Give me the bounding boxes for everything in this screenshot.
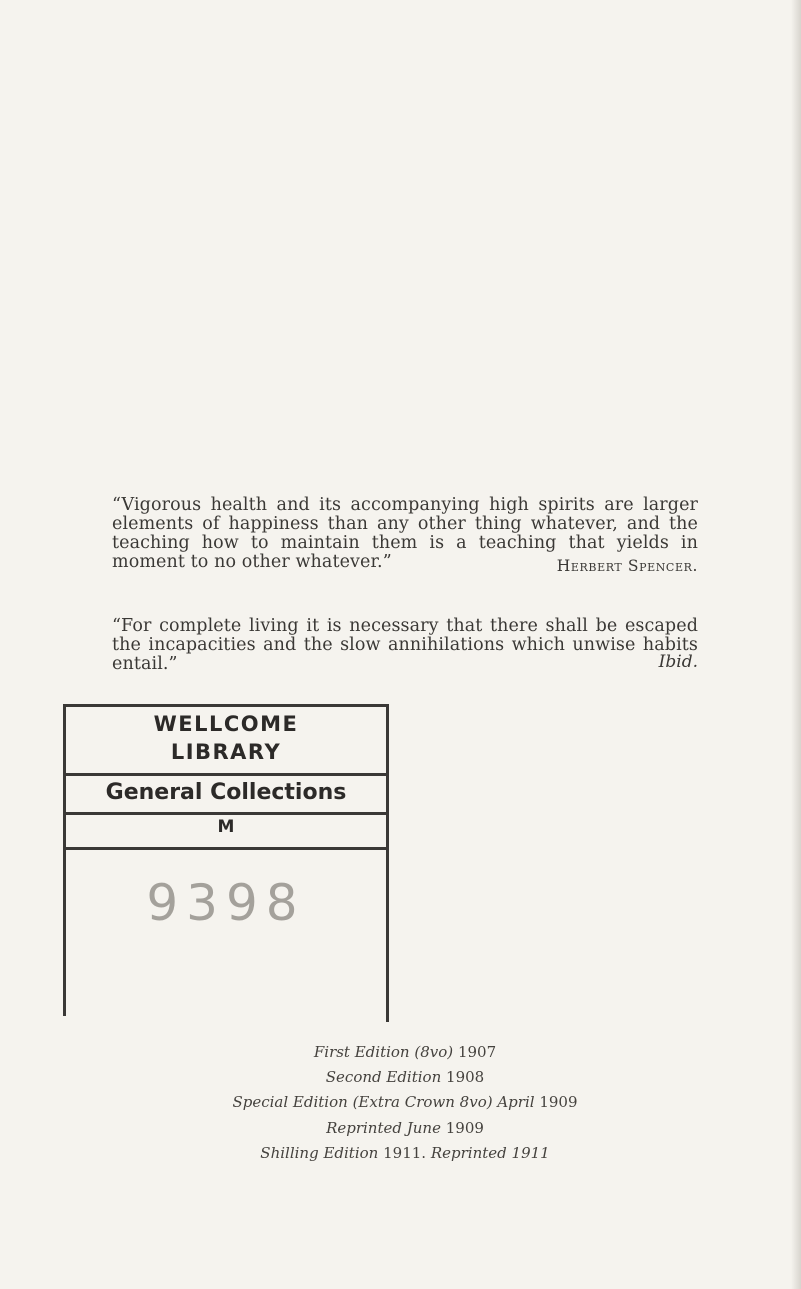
edition-line: Second Edition 1908 — [325, 1068, 485, 1087]
edition-history — [112, 1040, 698, 1166]
library-stamp — [63, 704, 389, 1022]
edition-line: Special Edition (Extra Crown 8vo) April 1909 — [232, 1093, 578, 1112]
quote-spencer: “Vigorous health and its accompanying high spirits are larger elements of happiness than any other thing whatever, and the teaching how to maintain them is a teaching that yields in moment to no other whatever.” — [112, 494, 698, 573]
edition-line: Shilling Edition 1911. Reprinted 1911 — [260, 1143, 550, 1162]
stamp-library-name: WELLCOME — [153, 712, 299, 736]
stamp-accession-number: 9398 — [146, 874, 306, 932]
quote-spencer-attribution: Herbert Spencer. — [556, 557, 698, 575]
quote-complete-living: “For complete living it is necessary that there shall be escaped the incapacities and the slow annihilations which unwise habits entail.” — [112, 615, 698, 674]
quote-complete-living-attribution: Ibid. — [658, 652, 698, 672]
stamp-library-label: LIBRARY — [170, 740, 282, 764]
edition-line: Reprinted June 1909 — [326, 1118, 484, 1137]
stamp-shelfmark: M — [217, 817, 235, 837]
edition-line: First Edition (8vo) 1907 — [313, 1043, 497, 1061]
stamp-collection: General Collections — [105, 780, 347, 805]
page-edge-shadow — [791, 0, 801, 1289]
